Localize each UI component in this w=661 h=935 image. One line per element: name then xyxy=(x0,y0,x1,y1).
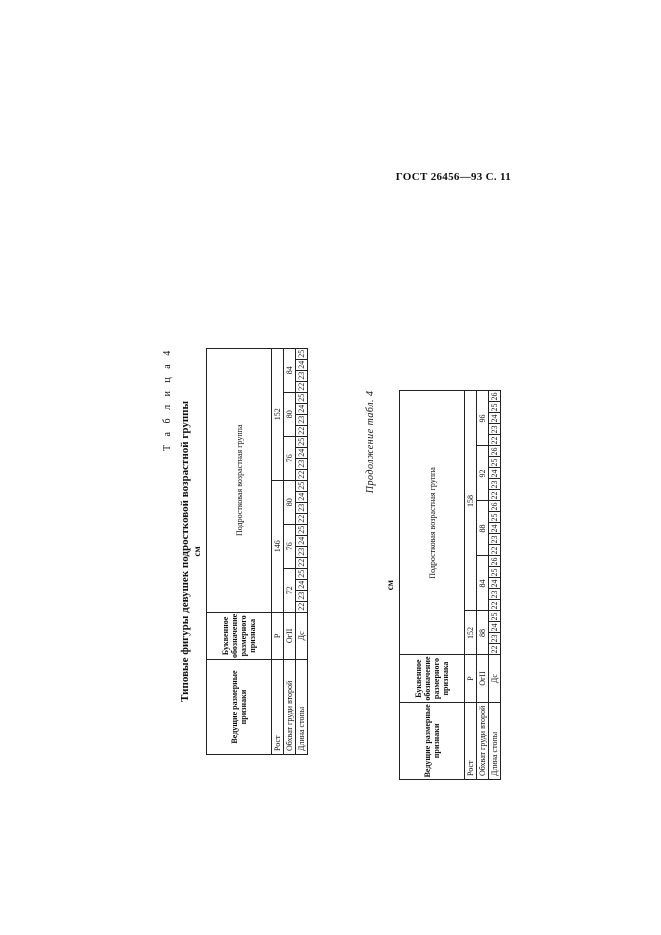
table-row xyxy=(296,348,308,754)
foot-length-cell: 25 xyxy=(297,525,306,534)
row-label-height: Рост xyxy=(272,660,284,755)
foot-length-cell: 26 xyxy=(490,502,499,511)
table-row xyxy=(284,348,296,754)
header-group: Подростковая возрастная группа xyxy=(207,348,272,612)
table-header-row xyxy=(207,348,272,754)
height-cell: 152 xyxy=(465,611,477,655)
foot-length-cell: 26 xyxy=(490,392,499,401)
foot-length-cell: 23 xyxy=(490,480,499,489)
foot-length-cell: 23 xyxy=(297,371,306,380)
bust-cell: 88 xyxy=(477,611,489,655)
foot-length-cell: 25 xyxy=(490,458,499,467)
foot-length-cell: 24 xyxy=(297,536,306,545)
table-row xyxy=(489,391,501,780)
table-4-block xyxy=(162,348,308,755)
row-label-foot: Длина стопы xyxy=(296,660,308,755)
foot-length-cell: 24 xyxy=(490,414,499,423)
table-header-row xyxy=(400,391,465,780)
foot-length-cell: 24 xyxy=(297,580,306,589)
foot-length-cell: 23 xyxy=(490,535,499,544)
foot-length-cell: 25 xyxy=(490,403,499,412)
table-label: Т а б л и ц а 4 xyxy=(162,347,173,452)
foot-length-cell: 22 xyxy=(490,491,499,500)
foot-length-cell: 23 xyxy=(297,547,306,556)
foot-length-cell: 24 xyxy=(490,469,499,478)
foot-length-cell: 24 xyxy=(297,404,306,413)
foot-length-cell: 25 xyxy=(297,569,306,578)
row-symbol: Р xyxy=(465,655,477,702)
foot-length-cell: 25 xyxy=(297,481,306,490)
row-symbol: ОгII xyxy=(477,655,489,702)
foot-length-cell: 24 xyxy=(297,492,306,501)
foot-length-cell: 25 xyxy=(297,437,306,446)
row-symbol: Дс xyxy=(489,655,501,702)
foot-length-cell: 25 xyxy=(490,513,499,522)
foot-length-cell: 22 xyxy=(490,436,499,445)
row-symbol: Р xyxy=(272,612,284,659)
foot-length-cell: 25 xyxy=(297,349,306,358)
header-feature: Ведущие размерные признаки xyxy=(400,702,465,779)
row-label-height: Рост xyxy=(465,702,477,779)
foot-length-cell: 22 xyxy=(297,558,306,567)
table-row xyxy=(465,391,477,780)
foot-length-cell: 23 xyxy=(297,503,306,512)
data-table xyxy=(399,390,501,780)
header-group: Подростковая возрастная группа xyxy=(400,391,465,655)
foot-length-cell: 24 xyxy=(297,360,306,369)
foot-length-cell: 22 xyxy=(490,645,499,654)
foot-length-cell: 23 xyxy=(490,425,499,434)
bust-cell: 80 xyxy=(284,480,296,524)
bust-cell: 84 xyxy=(477,556,489,611)
bust-cell: 84 xyxy=(284,348,296,392)
table-title: Типовые фигуры девушек подростковой возрастной группы xyxy=(179,400,191,702)
foot-length-cell: 22 xyxy=(297,426,306,435)
foot-length-cell: 22 xyxy=(490,601,499,610)
bust-cell: 88 xyxy=(477,501,489,556)
bust-cell: 96 xyxy=(477,391,489,446)
foot-length-cell: 24 xyxy=(490,524,499,533)
header-symbol: Буквенное обозначение размерного признака xyxy=(400,655,465,702)
table-row xyxy=(477,391,489,780)
table-label: Продолжение табл. 4 xyxy=(365,390,376,494)
foot-length-cell: 26 xyxy=(490,447,499,456)
foot-length-cell: 23 xyxy=(297,415,306,424)
foot-length-cell: 22 xyxy=(297,470,306,479)
table-row xyxy=(272,348,284,754)
height-cell: 152 xyxy=(272,348,284,480)
height-cell: 158 xyxy=(465,391,477,611)
foot-length-cell: 24 xyxy=(490,579,499,588)
foot-length-cell: 23 xyxy=(490,590,499,599)
foot-length-cell: 23 xyxy=(297,459,306,468)
foot-length-cell: 22 xyxy=(297,514,306,523)
foot-length-cell: 22 xyxy=(297,382,306,391)
row-symbol: Дс xyxy=(296,612,308,659)
header-symbol: Буквенное обозначение размерного признака xyxy=(207,612,272,659)
row-label-bust: Обхват груди второй xyxy=(284,660,296,755)
foot-length-cell: 23 xyxy=(297,591,306,600)
bust-cell: 76 xyxy=(284,436,296,480)
foot-length-cell: 25 xyxy=(490,568,499,577)
bust-cell: 76 xyxy=(284,524,296,568)
foot-length-cell: 22 xyxy=(490,546,499,555)
foot-length-cell: 22 xyxy=(297,602,306,611)
data-table xyxy=(206,348,308,755)
row-symbol: ОгII xyxy=(284,612,296,659)
foot-length-cell: 26 xyxy=(490,557,499,566)
row-label-foot: Длина стопы xyxy=(489,702,501,779)
row-label-bust: Обхват груди второй xyxy=(477,702,489,779)
table-unit: см xyxy=(192,546,202,557)
bust-cell: 80 xyxy=(284,392,296,436)
foot-length-cell: 25 xyxy=(490,612,499,621)
page-header: ГОСТ 26456—93 С. 11 xyxy=(395,171,511,183)
table-4-continued-block xyxy=(365,390,501,780)
bust-cell: 72 xyxy=(284,568,296,612)
foot-length-cell: 24 xyxy=(490,623,499,632)
foot-length-cell: 23 xyxy=(490,634,499,643)
table-unit: см xyxy=(385,580,395,591)
foot-length-cell: 25 xyxy=(297,393,306,402)
foot-length-cell: 24 xyxy=(297,448,306,457)
height-cell: 146 xyxy=(272,480,284,612)
bust-cell: 92 xyxy=(477,446,489,501)
header-feature: Ведущие размерные признаки xyxy=(207,660,272,755)
